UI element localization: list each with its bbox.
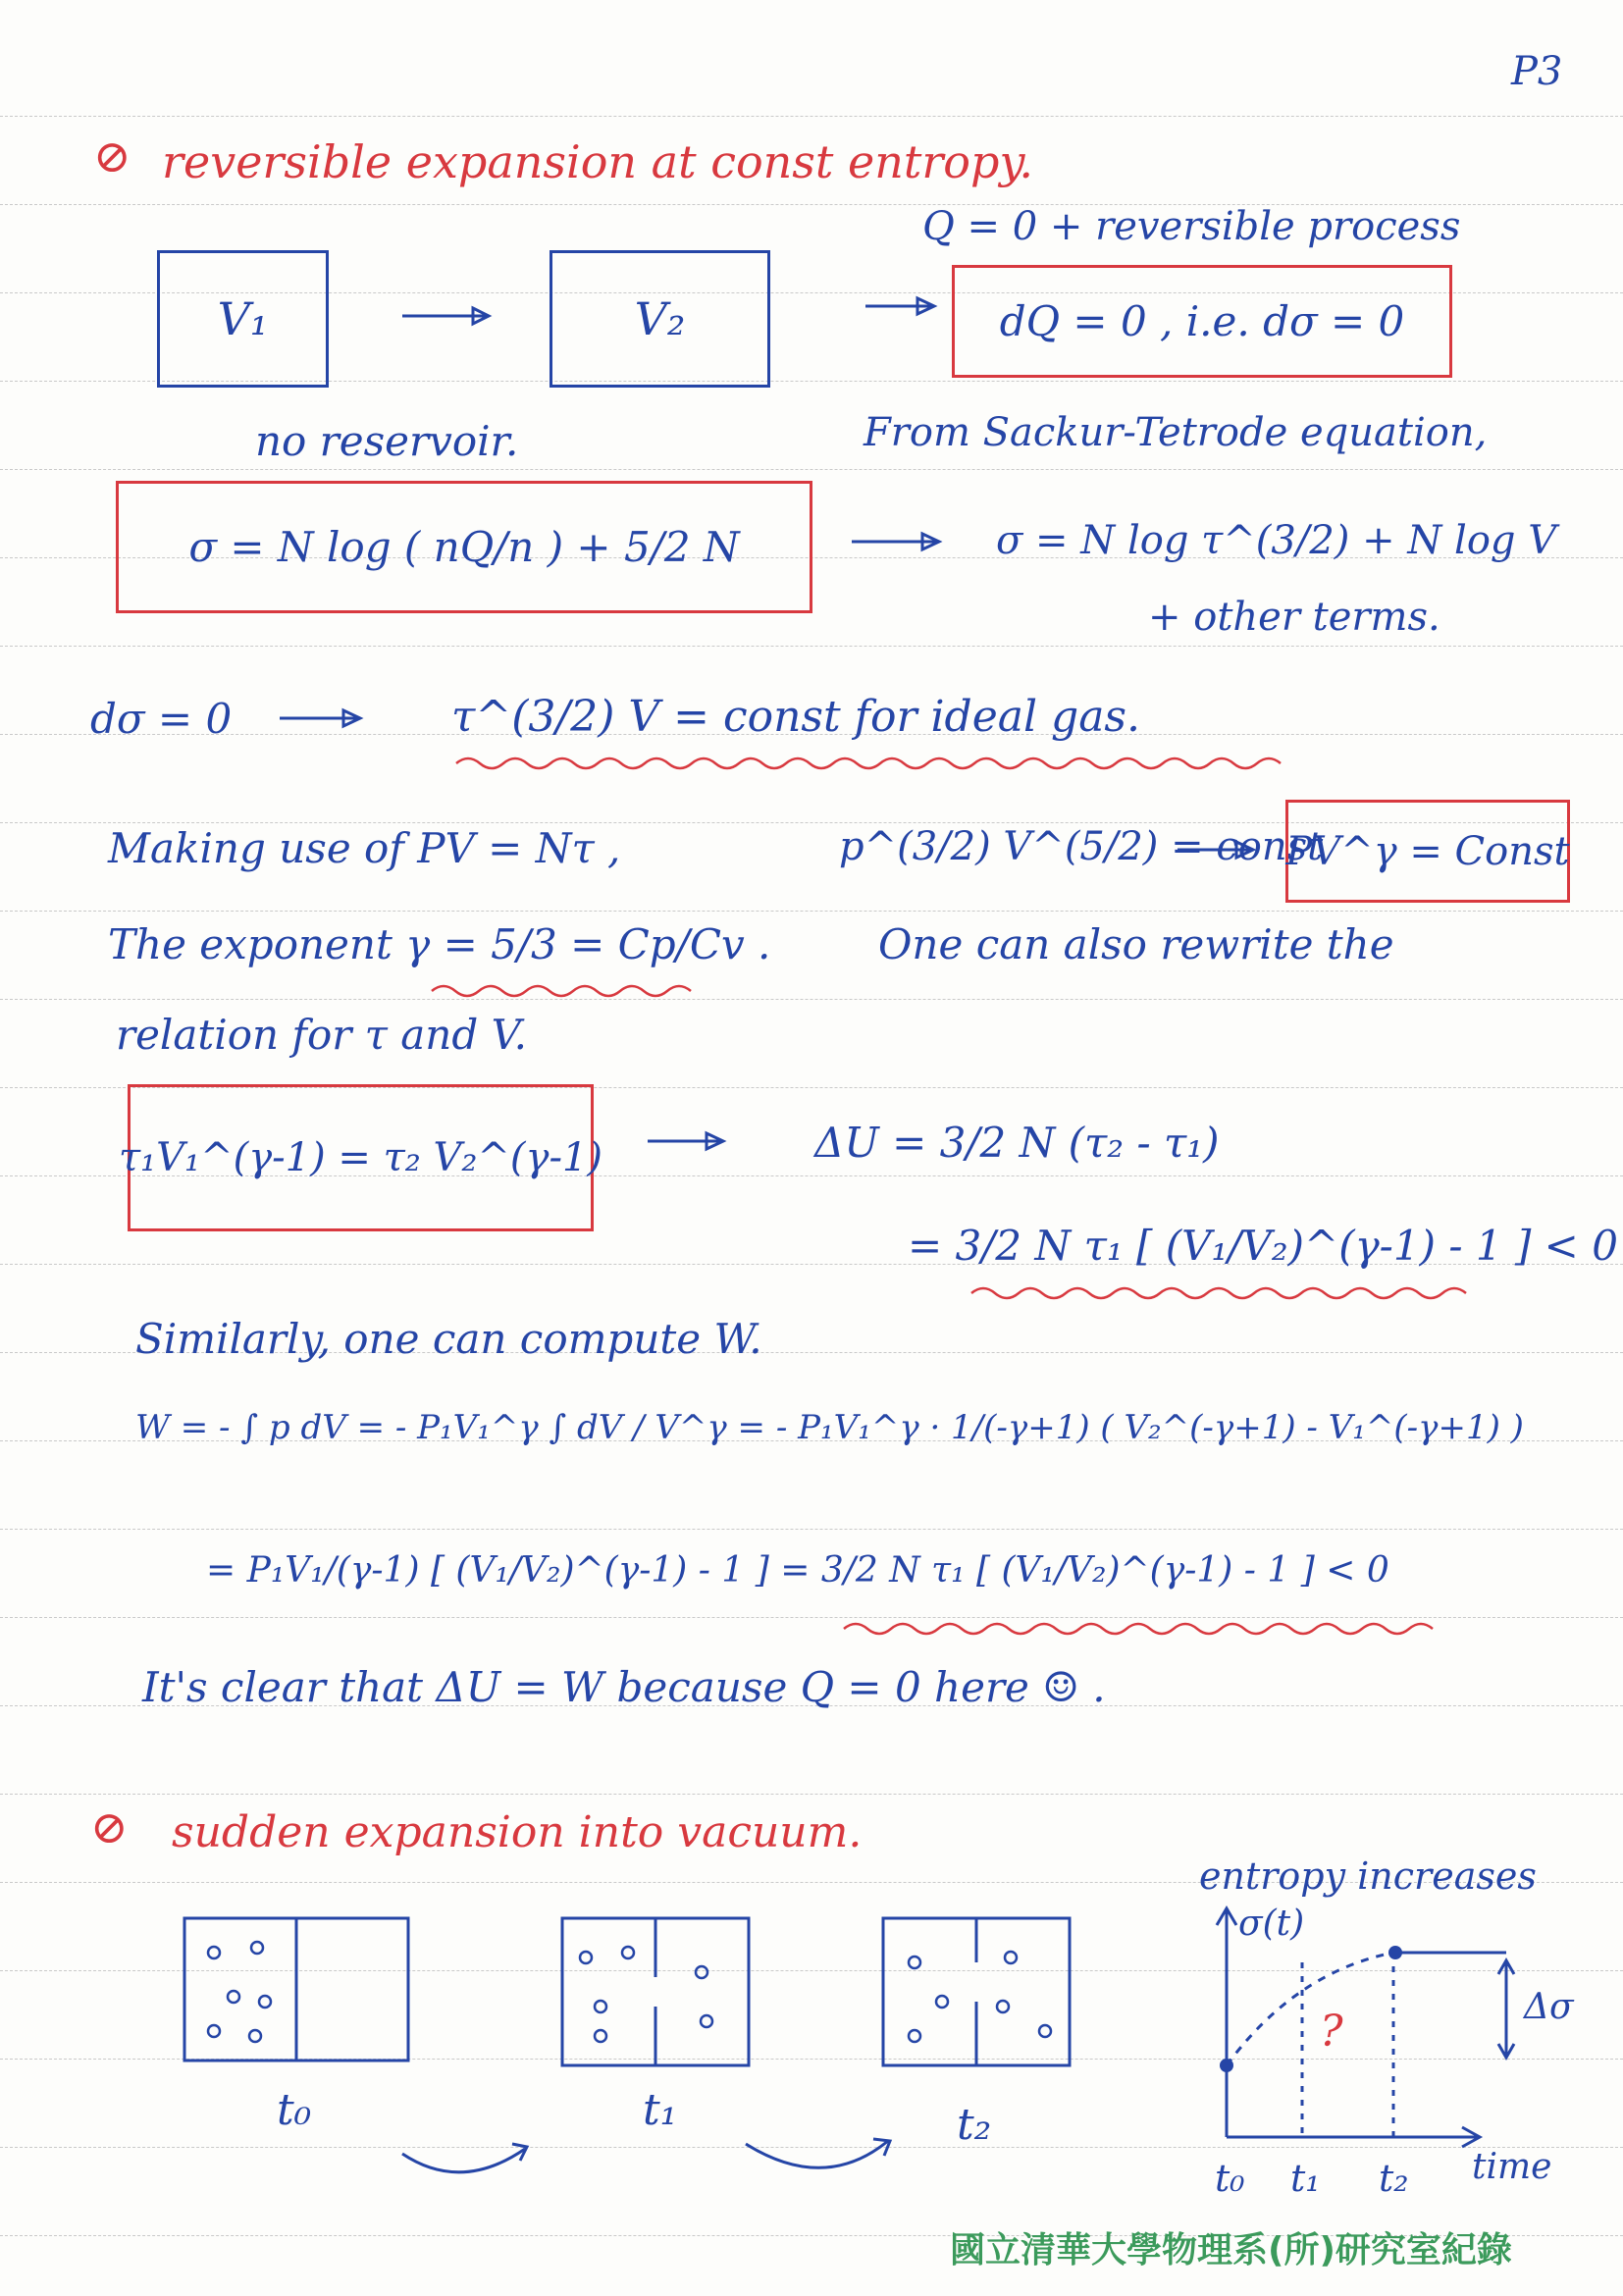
similarly-text: Similarly, one can compute W. xyxy=(135,1315,762,1363)
entropy-graph xyxy=(1217,1908,1514,2147)
volume-label-v1: V₁ xyxy=(217,292,269,345)
graph-title: entropy increases xyxy=(1199,1854,1537,1898)
section-a-title: reversible expansion at const entropy. xyxy=(162,135,1033,188)
graph-x-label: time xyxy=(1472,2147,1552,2187)
label-t1: t₁ xyxy=(643,2085,678,2135)
sackur-text: From Sackur-Tetrode equation, xyxy=(864,410,1488,455)
notebook-footer: 國立清華大學物理系(所)研究室紀錄 xyxy=(950,2230,1512,2270)
delta-u-line-1: ΔU = 3/2 N (τ₂ - τ₁) xyxy=(814,1119,1220,1167)
exponent-line: The exponent γ = 5/3 = Cp/Cv . xyxy=(108,920,771,968)
wavy-underlines xyxy=(432,758,1466,1634)
graph-tick-t1: t₁ xyxy=(1290,2157,1321,2200)
other-terms-text: + other terms. xyxy=(1148,595,1440,640)
pv-relation: p^(3/2) V^(5/2) = const xyxy=(839,824,1324,869)
work-line-1: W = - ∫ p dV = - P₁V₁^γ ∫ dV / V^γ = - P₁V₁^γ · 1/(-γ+1) ( V₂^(-γ+1) - V₁^(-γ+1) ) xyxy=(135,1408,1524,1447)
arrow-t0-t1 xyxy=(402,2149,525,2172)
relation-line: relation for τ and V. xyxy=(116,1011,527,1059)
graph-tick-t2: t₂ xyxy=(1379,2157,1409,2200)
dsigma-line: dσ = 0 xyxy=(90,695,233,743)
gas-molecules xyxy=(208,1942,1051,2042)
entropy-rewrite: σ = N log τ^(3/2) + N log V xyxy=(996,518,1557,563)
const-relation: τ^(3/2) V = const for ideal gas. xyxy=(451,692,1141,742)
graph-y-label: σ(t) xyxy=(1238,1904,1305,1944)
graph-end-point xyxy=(1388,1946,1402,1959)
q-note: Q = 0 + reversible process xyxy=(922,204,1461,249)
arrow-t1-t2 xyxy=(746,2141,888,2167)
section-b-marker: ⊘ xyxy=(90,1800,129,1853)
entropy-formula: σ = N log ( nQ/n ) + 5/2 N xyxy=(188,523,740,571)
label-t0: t₀ xyxy=(277,2085,312,2135)
graph-unknown-path xyxy=(1227,1953,1393,2065)
graph-tick-t0: t₀ xyxy=(1215,2157,1245,2200)
tau-formula: τ₁V₁^(γ-1) = τ₂ V₂^(γ-1) xyxy=(118,1135,603,1180)
label-t2: t₂ xyxy=(957,2100,992,2150)
graph-delta-sigma: Δσ xyxy=(1524,1987,1574,2027)
delta-u-line-2: = 3/2 N τ₁ [ (V₁/V₂)^(γ-1) - 1 ] < 0 xyxy=(908,1222,1618,1270)
rewrite-line: One can also rewrite the xyxy=(878,920,1394,968)
work-line-2: = P₁V₁/(γ-1) [ (V₁/V₂)^(γ-1) - 1 ] = 3/2 N τ₁ [ (V₁/V₂)^(γ-1) - 1 ] < 0 xyxy=(206,1550,1389,1591)
dq-text: dQ = 0 , i.e. dσ = 0 xyxy=(999,297,1405,345)
making-use-text: Making use of PV = Nτ , xyxy=(108,824,621,872)
volume-label-v2: V₂ xyxy=(634,292,686,345)
clear-line: It's clear that ΔU = W because Q = 0 here ☺ . xyxy=(142,1663,1106,1711)
pv-gamma-text: PV^γ = Const xyxy=(1285,828,1570,874)
section-a-marker: ⊘ xyxy=(93,130,131,183)
page-number: P3 xyxy=(1511,49,1563,94)
no-reservoir-text: no reservoir. xyxy=(255,417,519,465)
section-b-title: sudden expansion into vacuum. xyxy=(172,1807,863,1857)
graph-question: ? xyxy=(1320,2007,1343,2057)
graph-start-point xyxy=(1220,2059,1233,2072)
